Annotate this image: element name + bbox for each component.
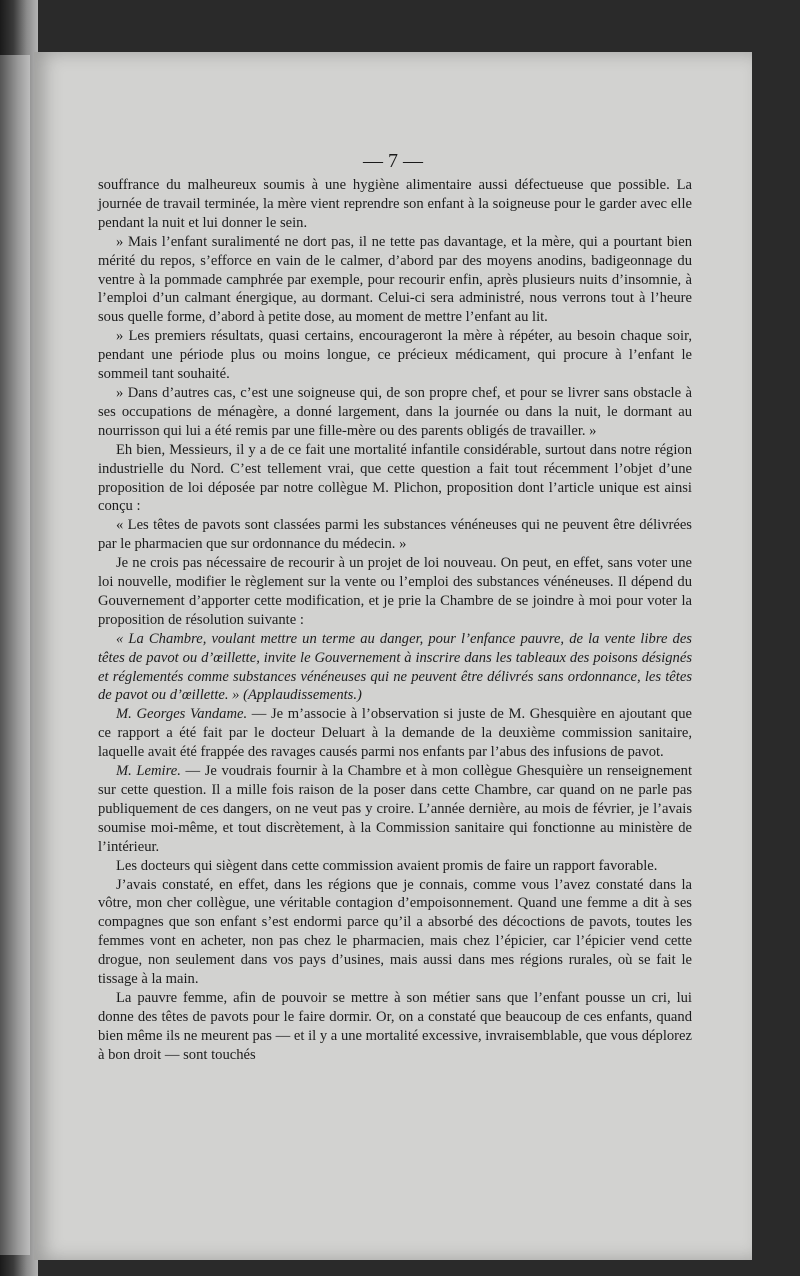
paragraph: J’avais constaté, en effet, dans les régions que je connais, comme vous l’avez constaté dans la vôtre, mon cher collègue, une véritable contagion d’empoisonnement. Quand une femme a dit à ses compagnes que son enfant s’est endormi parce qu’il a absorbé des décoctions de pavots, toutes les femmes vont en acheter, non pas chez le pharmacien, mais chez l’épicier, car l’épicier vend cette drogue, non seulement dans vos pays d’usines, mais aussi dans mes régions rurales, où se fait le tissage à la main. — [98, 876, 692, 988]
paragraph — [98, 762, 692, 857]
left-page-edge — [0, 55, 30, 1255]
body-text — [98, 176, 692, 1065]
paragraph: » Dans d’autres cas, c’est une soigneuse qui, de son propre chef, et pour se livrer sans obstacle à ses occupations de ménagère, a donné largement, dans la journée ou dans la nuit, le dormant au nourrisson qui lui a été remis par une fille-mère ou des parents obligés de travailler. » — [98, 384, 692, 439]
paragraph: » Les premiers résultats, quasi certains, encourageront la mère à répéter, au besoin chaque soir, pendant une période plus ou moins longue, ce précieux médicament, qui procure à l’enfant le sommeil tant souhaité. — [98, 328, 692, 383]
paragraph — [98, 705, 692, 762]
page-number: — 7 — — [363, 150, 423, 172]
speaker-name: M. Georges Vandame. — [116, 706, 248, 723]
paragraph: « La Chambre, voulant mettre un terme au danger, pour l’enfance pauvre, de la vente libre des têtes de pavot ou d’œillette, invite le Gouvernement à inscrire dans les tableaux des poisons désignés et réglementés comme substances vénéneuses qui ne peuvent être délivrés sans ordonnance, les têtes de pavot ou d’œillette. » (Applaudissements.) — [98, 630, 692, 704]
speech-text: — Je voudrais fournir à la Chambre et à mon collègue Ghesquière un renseignement sur cette question. Il a mille fois raison de la poser dans cette Chambre, car quand on ne parle pas publiquement de ces dangers, on ne veut pas y croire. L’année dernière, au mois de février, je l’avais soumise moi-même, et tout discrètement, à la Commission sanitaire qui fonctionne au ministère de l’intérieur. — [98, 763, 692, 855]
paragraph: « Les têtes de pavots sont classées parmi les substances vénéneuses qui ne peuvent être délivrées par le pharmacien que sur ordonnance du médecin. » — [98, 517, 692, 553]
speaker-name: M. Lemire. — [116, 763, 181, 780]
paragraph: » Mais l’enfant suralimenté ne dort pas, il ne tette pas davantage, et la mère, qui a pourtant bien mérité du repos, s’efforce en vain de le calmer, d’abord par des moyens anodins, badigeonnage du ventre à la pommade camphrée par exemple, pour recourir enfin, après plusieurs nuits d’insomnie, à l’emploi d’un calmant énergique, au dormant. Celui-ci sera administré, nous verrons tout à l’heure sous quelle forme, d’abord à petite dose, au moment de mettre l’enfant au lit. — [98, 233, 692, 326]
document-page — [34, 52, 752, 1260]
paragraph: Je ne crois pas nécessaire de recourir à un projet de loi nouveau. On peut, en effet, sans voter une loi nouvelle, modifier le règlement sur la vente ou l’emploi des substances vénéneuses. Il dépend du Gouvernement d’apporter cette modification, et je prie la Chambre de se joindre à moi pour voter la proposition de résolution suivante : — [98, 555, 692, 628]
paragraph: Eh bien, Messieurs, il y a de ce fait une mortalité infantile considérable, surtout dans notre région industrielle du Nord. C’est tellement vrai, que cette question a fait tout récemment l’objet d’une proposition de loi déposée par notre collègue M. Plichon, proposition dont l’article unique est ainsi conçu : — [98, 441, 692, 515]
paragraph: souffrance du malheureux soumis à une hygiène alimentaire aussi défectueuse que possible. La journée de travail terminée, la mère vient reprendre son enfant à la soigneuse pour le garder avec elle pendant la nuit et lui donner le sein. — [98, 177, 692, 231]
speech-text: — Je m’associe à l’observation si juste de M. Ghesquière en ajoutant que ce rapport a été fait par le docteur Deluart à la demande de la deuxième commission sanitaire, laquelle avait été frappée des ravages causés parmi nos enfants par l’abus des infusions de pavot. — [98, 706, 692, 761]
paragraph: La pauvre femme, afin de pouvoir se mettre à son métier sans que l’enfant pousse un cri, lui donne des têtes de pavots pour le faire dormir. Or, on a constaté que beaucoup de ces enfants, quand bien même ils ne meurent pas — et il y a une mortalité excessive, invraisemblable, que vous déplorez à bon droit — sont touchés — [98, 989, 692, 1063]
paragraph: Les docteurs qui siègent dans cette commission avaient promis de faire un rapport favorable. — [116, 857, 658, 874]
